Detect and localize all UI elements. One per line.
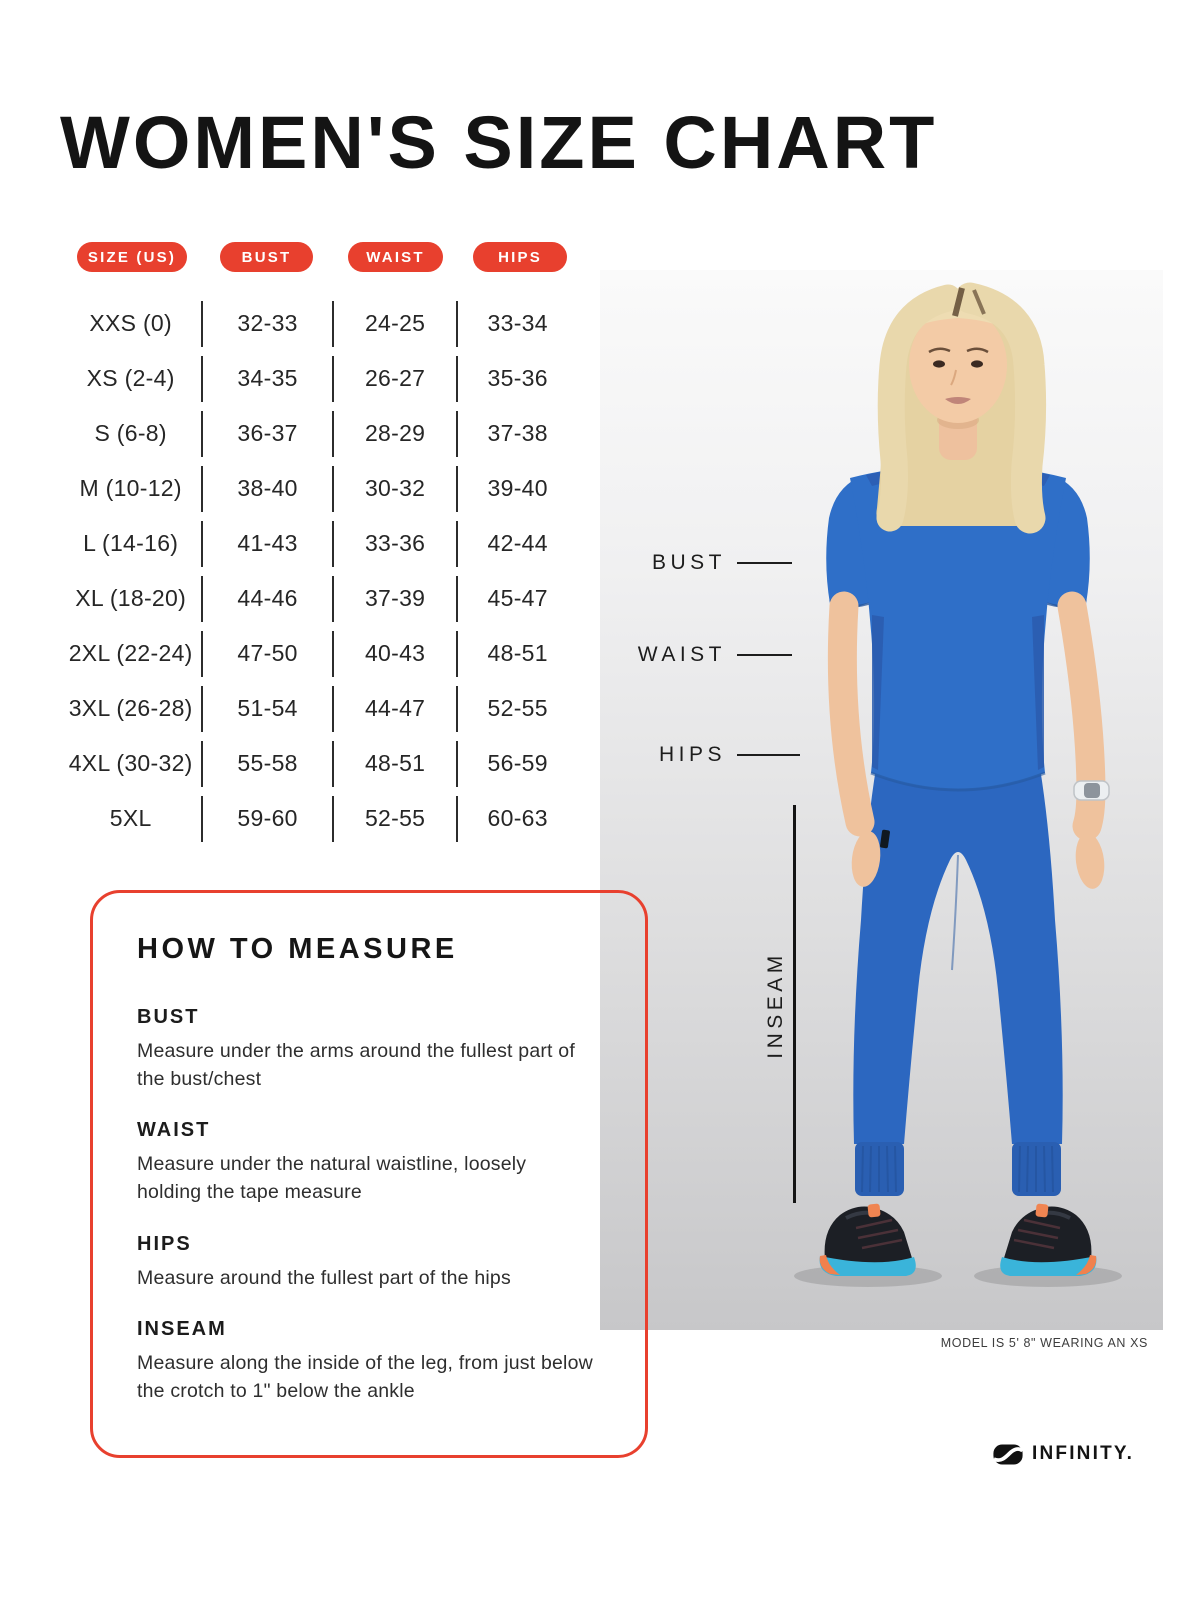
- brand-footer: [993, 1443, 1134, 1465]
- waist-cell: 44-47: [332, 686, 457, 732]
- smartwatch: [1074, 781, 1109, 800]
- measure-section-bust: [137, 1006, 593, 1093]
- header-pill-hips: HIPS: [473, 242, 567, 272]
- waist-cell: 33-36: [332, 521, 457, 567]
- bust-pointer-line: [737, 562, 792, 564]
- model-caption: MODEL IS 5' 8" WEARING AN XS: [940, 1336, 1148, 1350]
- size-cell: XS (2-4): [86, 365, 175, 391]
- size-cell: S (6-8): [94, 420, 167, 446]
- inseam-pointer-line: [793, 805, 796, 1203]
- hips-cell: 60-63: [456, 796, 577, 842]
- measure-section-text: Measure along the inside of the leg, from just below the crotch to 1" below the ankle: [137, 1352, 593, 1403]
- size-cell: M (10-12): [79, 475, 182, 501]
- header-pill-size: SIZE (US): [77, 242, 187, 272]
- measure-section-text: Measure under the arms around the fullest part of the bust/chest: [137, 1040, 575, 1090]
- measure-section-text: Measure under the natural waistline, loosely holding the tape measure: [137, 1153, 527, 1204]
- waist-cell: 30-32: [332, 466, 457, 512]
- bust-cell: 38-40: [201, 466, 331, 512]
- size-cell: XL (18-20): [75, 585, 187, 611]
- header-pill-waist: WAIST: [348, 242, 443, 272]
- hips-cell: 42-44: [456, 521, 577, 567]
- measure-section-label: WAIST: [137, 1119, 211, 1142]
- hips-cell: 37-38: [456, 411, 577, 457]
- waist-cell: 40-43: [332, 631, 457, 677]
- how-to-measure-box: [90, 890, 648, 1458]
- hips-cell: 56-59: [456, 741, 577, 787]
- table-row: [60, 626, 577, 681]
- waist-cell: 37-39: [332, 576, 457, 622]
- bust-cell: 36-37: [201, 411, 331, 457]
- table-row: [60, 681, 577, 736]
- bust-cell: 44-46: [201, 576, 331, 622]
- waist-cell: 26-27: [332, 356, 457, 402]
- table-row: [60, 791, 577, 846]
- bust-cell: 59-60: [201, 796, 331, 842]
- table-row: [60, 516, 577, 571]
- hips-cell: 33-34: [456, 301, 577, 347]
- size-chart-table: [60, 296, 577, 846]
- hips-cell: 39-40: [456, 466, 577, 512]
- hips-cell: 35-36: [456, 356, 577, 402]
- measure-section-hips: [137, 1233, 593, 1293]
- bust-cell: 47-50: [201, 631, 331, 677]
- waist-pointer-line: [737, 654, 792, 656]
- waist-cell: 24-25: [332, 301, 457, 347]
- hips-cell: 45-47: [456, 576, 577, 622]
- bust-cell: 55-58: [201, 741, 331, 787]
- table-row: [60, 351, 577, 406]
- measure-section-text: Measure around the fullest part of the hips: [137, 1266, 511, 1289]
- size-cell: 4XL (30-32): [68, 750, 193, 776]
- brand-name: INFINITY.: [1032, 1443, 1135, 1464]
- waist-cell: 28-29: [332, 411, 457, 457]
- infinity-logo-icon: [993, 1444, 1023, 1465]
- table-row: [60, 736, 577, 791]
- figure-inseam-label: INSEAM: [764, 951, 787, 1059]
- waist-cell: 48-51: [332, 741, 457, 787]
- bust-cell: 34-35: [201, 356, 331, 402]
- measure-section-inseam: [137, 1318, 593, 1405]
- size-cell: 3XL (26-28): [68, 695, 193, 721]
- bust-cell: 32-33: [201, 301, 331, 347]
- hips-cell: 48-51: [456, 631, 577, 677]
- measure-section-label: BUST: [137, 1006, 200, 1028]
- measure-section-label: HIPS: [137, 1232, 192, 1255]
- page-title: WOMEN'S SIZE CHART: [60, 101, 938, 184]
- measure-section-waist: [137, 1119, 593, 1206]
- size-cell: L (14-16): [83, 530, 179, 556]
- size-cell: XXS (0): [89, 310, 172, 336]
- model-photo: [600, 270, 1163, 1330]
- waist-cell: 52-55: [332, 796, 457, 842]
- bust-cell: 51-54: [201, 686, 331, 732]
- measure-section-label: INSEAM: [137, 1318, 227, 1341]
- bust-cell: 41-43: [201, 521, 331, 567]
- model-illustration: [600, 270, 1163, 1330]
- table-row: [60, 296, 577, 351]
- figure-waist-label: WAIST: [634, 643, 792, 667]
- size-cell: 5XL: [109, 805, 152, 831]
- size-cell: 2XL (22-24): [68, 640, 193, 666]
- figure-bust-label: BUST: [634, 551, 792, 575]
- table-row: [60, 571, 577, 626]
- figure-hips-label: HIPS: [634, 743, 800, 767]
- table-row: [60, 406, 577, 461]
- how-to-measure-title: HOW TO MEASURE: [137, 933, 458, 965]
- header-pill-bust: BUST: [220, 242, 313, 272]
- table-row: [60, 461, 577, 516]
- hips-pointer-line: [737, 754, 800, 756]
- hips-cell: 52-55: [456, 686, 577, 732]
